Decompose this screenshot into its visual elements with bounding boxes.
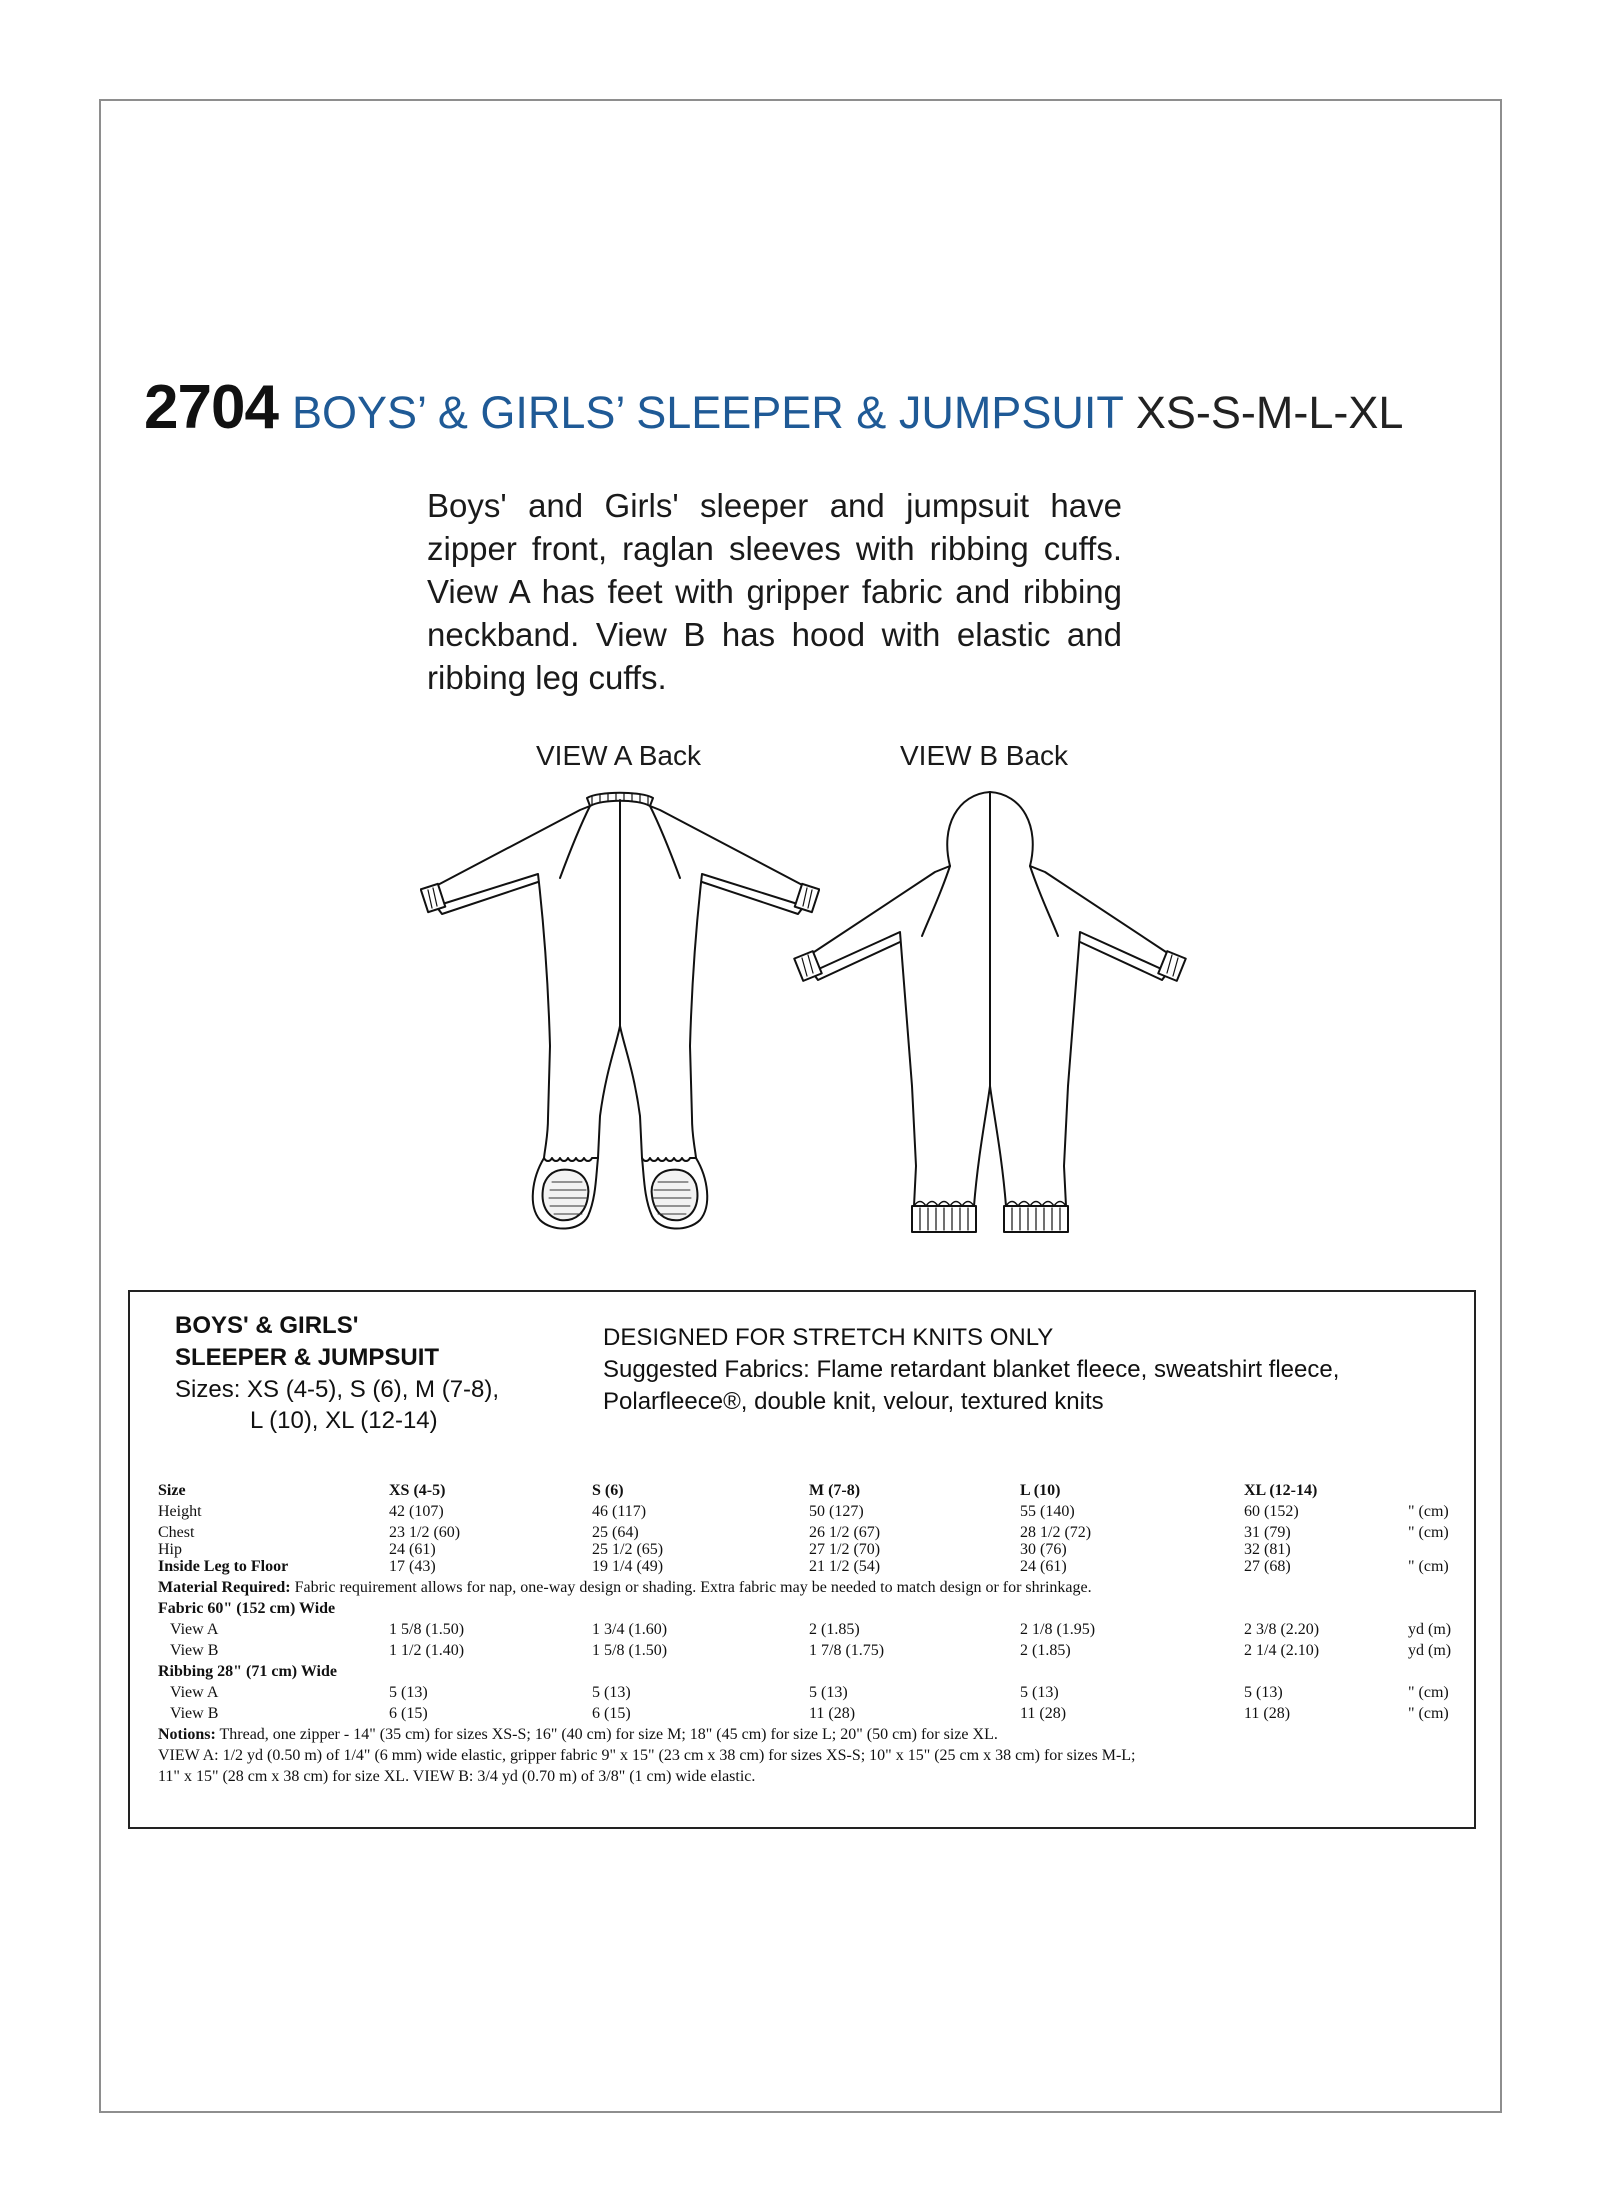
pattern-size-range: XS-S-M-L-XL — [1135, 387, 1404, 438]
chart-row-ribbing-view-b — [158, 1705, 1458, 1726]
envelope-title-line2: SLEEPER & JUMPSUIT — [175, 1344, 440, 1371]
envelope-sizes-line2: L (10), XL (12-14) — [250, 1407, 438, 1434]
pattern-description: Boys' and Girls' sleeper and jumpsuit have zipper front, raglan sleeves with ribbing cuffs. View A has feet with gripper fabric and ribbing neckband. View B has hood with elastic and ribbing leg cuffs. — [427, 487, 1122, 696]
chart-cell: 60 (152) — [1244, 1503, 1299, 1520]
chart-cell: 5 (13) — [809, 1684, 848, 1701]
notions-line-2: VIEW A: 1/2 yd (0.50 m) of 1/4" (6 mm) wide elastic, gripper fabric 9" x 15" (23 cm x 38 cm) for sizes XS-S; 10" x 15" (25 cm x 38 cm) for sizes M-L; — [158, 1747, 1136, 1764]
chart-cell: Inside Leg to Floor — [158, 1558, 289, 1575]
chart-row-ribbing-view-a — [158, 1684, 1458, 1705]
chart-cell: XL (12-14) — [1244, 1482, 1318, 1499]
chart-cell: 1 3/4 (1.60) — [592, 1621, 668, 1638]
chart-unit: " (cm) — [1408, 1684, 1449, 1701]
chart-cell: 24 (61) — [1020, 1558, 1067, 1575]
material-required-label: Material Required: — [158, 1579, 291, 1596]
chart-cell: 2 (1.85) — [809, 1621, 860, 1638]
fabric-width-header: Fabric 60" (152 cm) Wide — [158, 1600, 336, 1617]
measurement-chart — [158, 1482, 1458, 1789]
notions-text: Thread, one zipper - 14" (35 cm) for sizes XS-S; 16" (40 cm) for size M; 18" (45 cm) for size L; 20" (50 cm) for size XL. — [215, 1726, 998, 1743]
chart-cell: 30 (76) — [1020, 1541, 1067, 1558]
envelope-title — [175, 1310, 439, 1374]
fabric-info — [603, 1322, 1339, 1418]
chart-cell: 24 (61) — [389, 1541, 436, 1558]
envelope-title-line1: BOYS' & GIRLS' — [175, 1312, 359, 1339]
chart-cell: 1 5/8 (1.50) — [592, 1642, 668, 1659]
chart-cell: 46 (117) — [592, 1503, 647, 1520]
chart-cell: 25 1/2 (65) — [592, 1541, 664, 1558]
chart-row-hip — [158, 1541, 1458, 1558]
chart-cell: 5 (13) — [1020, 1684, 1059, 1701]
notions-label: Notions: — [158, 1726, 216, 1743]
chart-cell: 11 (28) — [809, 1705, 856, 1722]
chart-cell: 11 (28) — [1020, 1705, 1067, 1722]
chart-cell: 28 1/2 (72) — [1020, 1524, 1092, 1541]
chart-cell: 42 (107) — [389, 1503, 444, 1520]
view-b-label: VIEW B Back — [900, 740, 1069, 771]
chart-cell: Height — [158, 1503, 202, 1520]
notions-line-3: 11" x 15" (28 cm x 38 cm) for size XL. VIEW B: 3/4 yd (0.70 m) of 3/8" (1 cm) wide elastic. — [158, 1768, 756, 1785]
chart-row-fabric-view-b — [158, 1642, 1458, 1663]
envelope-sizes — [175, 1374, 499, 1436]
chart-cell: Size — [158, 1482, 186, 1499]
pattern-number: 2704 — [144, 373, 278, 442]
chart-cell: 2 1/8 (1.95) — [1020, 1621, 1096, 1638]
chart-header-row — [158, 1482, 1458, 1503]
chart-unit: yd (m) — [1408, 1621, 1452, 1638]
chart-cell: 2 3/8 (2.20) — [1244, 1621, 1320, 1638]
chart-cell: 19 1/4 (49) — [592, 1558, 664, 1575]
chart-cell: 31 (79) — [1244, 1524, 1291, 1541]
chart-cell: View A — [170, 1621, 219, 1638]
chart-cell: 1 7/8 (1.75) — [809, 1642, 885, 1659]
chart-cell: L (10) — [1020, 1482, 1061, 1499]
chart-cell: 17 (43) — [389, 1558, 436, 1575]
chart-cell: M (7-8) — [809, 1482, 861, 1499]
chart-cell: 26 1/2 (67) — [809, 1524, 881, 1541]
chart-cell: 21 1/2 (54) — [809, 1558, 881, 1575]
chart-cell: 27 1/2 (70) — [809, 1541, 881, 1558]
view-a-back-drawing — [420, 786, 820, 1246]
chart-row-fabric-view-a — [158, 1621, 1458, 1642]
chart-cell: Chest — [158, 1524, 195, 1541]
chart-cell: 1 5/8 (1.50) — [389, 1621, 465, 1638]
chart-row-height — [158, 1503, 1458, 1524]
chart-cell: 1 1/2 (1.40) — [389, 1642, 465, 1659]
chart-cell: View B — [170, 1642, 219, 1659]
chart-cell: 6 (15) — [389, 1705, 428, 1722]
chart-unit: " (cm) — [1408, 1503, 1449, 1520]
pattern-title — [144, 372, 1403, 443]
chart-cell: 2 1/4 (2.10) — [1244, 1642, 1320, 1659]
chart-cell: View A — [170, 1684, 219, 1701]
chart-cell: 27 (68) — [1244, 1558, 1291, 1575]
envelope-sizes-line1: Sizes: XS (4-5), S (6), M (7-8), — [175, 1376, 500, 1403]
chart-cell: View B — [170, 1705, 219, 1722]
chart-cell: 11 (28) — [1244, 1705, 1291, 1722]
material-required-note — [158, 1579, 1458, 1600]
chart-unit: " (cm) — [1408, 1524, 1449, 1541]
chart-cell: 2 (1.85) — [1020, 1642, 1071, 1659]
chart-row-chest — [158, 1524, 1458, 1541]
view-a-label: VIEW A Back — [536, 740, 701, 771]
chart-cell: 50 (127) — [809, 1503, 864, 1520]
chart-cell: Hip — [158, 1541, 182, 1558]
chart-cell: S (6) — [592, 1482, 624, 1499]
notions-note — [158, 1726, 1458, 1747]
chart-cell: 5 (13) — [1244, 1684, 1283, 1701]
chart-unit: " (cm) — [1408, 1705, 1449, 1722]
chart-cell: 5 (13) — [592, 1684, 631, 1701]
chart-cell: 55 (140) — [1020, 1503, 1075, 1520]
chart-cell: 23 1/2 (60) — [389, 1524, 461, 1541]
chart-row-inside-leg — [158, 1558, 1458, 1579]
ribbing-width-header: Ribbing 28" (71 cm) Wide — [158, 1663, 337, 1680]
view-b-back-drawing — [790, 786, 1190, 1266]
chart-unit: " (cm) — [1408, 1558, 1449, 1575]
suggested-fabrics-line1: Suggested Fabrics: Flame retardant blanket fleece, sweatshirt fleece, — [603, 1356, 1340, 1383]
chart-cell: 32 (81) — [1244, 1541, 1291, 1558]
chart-cell: 5 (13) — [389, 1684, 428, 1701]
pattern-name: BOYS’ & GIRLS’ SLEEPER & JUMPSUIT — [291, 387, 1124, 438]
chart-cell: XS (4-5) — [389, 1482, 446, 1499]
designed-for-stretch-knits: DESIGNED FOR STRETCH KNITS ONLY — [603, 1324, 1054, 1351]
material-required-text: Fabric requirement allows for nap, one-way design or shading. Extra fabric may be needed to match design or for shrinkage. — [290, 1579, 1092, 1596]
chart-cell: 6 (15) — [592, 1705, 631, 1722]
chart-cell: 25 (64) — [592, 1524, 639, 1541]
chart-unit: yd (m) — [1408, 1642, 1452, 1659]
suggested-fabrics-line2: Polarfleece®, double knit, velour, textured knits — [603, 1388, 1104, 1415]
